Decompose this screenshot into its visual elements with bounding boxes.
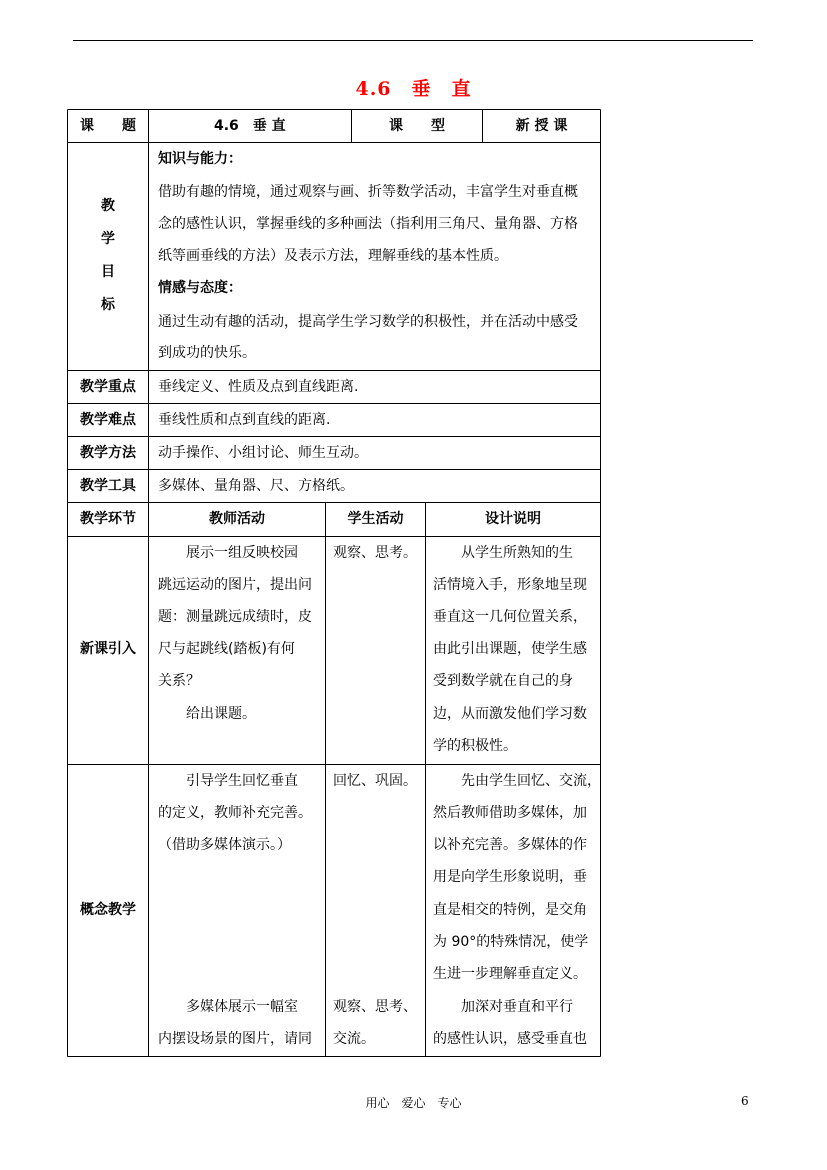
row-text-difficulty: 垂线性质和点到直线的距离. — [158, 412, 331, 428]
teacher-line: （借助多媒体演示。） — [158, 837, 291, 853]
column-header-student: 学生活动 — [347, 511, 404, 527]
column-header-teacher: 教师活动 — [209, 511, 265, 527]
page-number: 6 — [741, 1094, 749, 1108]
design-line: 垂直这一几何位置关系， — [433, 609, 587, 625]
label-topic: 课 题 — [80, 118, 136, 134]
teacher-line: 跳远运动的图片，提出问 — [158, 577, 312, 593]
design-line: 直是相交的特例，是交角 — [433, 902, 587, 918]
teacher-line: 内摆设场景的图片，请同 — [158, 1031, 312, 1047]
student-line: 回忆、巩固。 — [333, 773, 417, 789]
knowledge-line: 念的感性认识，掌握垂线的多种画法（指利用三角尺、量角器、方格 — [158, 216, 578, 232]
section-stage-concept: 概念教学 — [80, 902, 136, 918]
goals-label-1: 教 — [101, 198, 115, 214]
design-line: 学的积极性。 — [433, 738, 517, 754]
design-line: 边，从而激发他们学习数 — [433, 706, 587, 722]
topic-value: 4.6 垂 直 — [214, 118, 286, 134]
emotion-line: 通过生动有趣的活动，提高学生学习数学的积极性，并在活动中感受 — [158, 314, 578, 330]
knowledge-line: 借助有趣的情境，通过观察与画、折等数学活动，丰富学生对垂直概 — [158, 184, 578, 200]
design-line: 然后教师借助多媒体，加 — [433, 805, 587, 821]
row-text-tools: 多媒体、量角器、尺、方格纸。 — [158, 478, 354, 494]
row-label-difficulty: 教学难点 — [80, 412, 136, 428]
type-value: 新 授 课 — [515, 118, 568, 134]
teacher-line: 题：测量跳远成绩时，皮 — [158, 609, 312, 625]
student-line: 观察、思考、 — [333, 999, 417, 1015]
teacher-line: 展示一组反映校园 — [158, 545, 298, 561]
knowledge-heading: 知识与能力： — [158, 151, 242, 167]
design-line: 先由学生回忆、交流， — [433, 773, 601, 789]
knowledge-line: 纸等画垂线的方法）及表示方法，理解垂线的基本性质。 — [158, 248, 508, 264]
label-type: 课 型 — [389, 118, 445, 134]
teacher-line: 的定义，教师补充完善。 — [158, 805, 312, 821]
student-line: 观察、思考。 — [333, 545, 417, 561]
row-text-method: 动手操作、小组讨论、师生互动。 — [158, 445, 368, 461]
section-stage-intro: 新课引入 — [80, 641, 136, 657]
teacher-line: 引导学生回忆垂直 — [158, 773, 298, 789]
teacher-line: 给出课题。 — [158, 706, 256, 722]
page-title: 4.6 垂 直 — [355, 78, 472, 100]
design-line: 为 90°的特殊情况，使学 — [433, 934, 589, 950]
design-line: 从学生所熟知的生 — [433, 545, 573, 561]
goals-label-3: 目 — [101, 264, 115, 280]
emotion-line: 到成功的快乐。 — [158, 345, 256, 361]
column-header-design: 设计说明 — [485, 511, 541, 527]
design-line: 加深对垂直和平行 — [433, 999, 573, 1015]
design-line: 受到数学就在自己的身 — [433, 673, 573, 689]
teacher-line: 尺与起跳线(踏板)有何 — [158, 641, 295, 657]
design-line: 由此引出课题，使学生感 — [433, 641, 587, 657]
design-line: 的感性认识，感受垂直也 — [433, 1031, 587, 1047]
row-label-keypoint: 教学重点 — [80, 379, 136, 395]
row-label-method: 教学方法 — [80, 445, 136, 461]
design-line: 活情境入手，形象地呈现 — [433, 577, 587, 593]
goals-label-4: 标 — [101, 297, 115, 313]
teacher-line: 多媒体展示一幅室 — [158, 999, 298, 1015]
design-line: 生进一步理解垂直定义。 — [433, 966, 587, 982]
column-header-stage: 教学环节 — [80, 511, 136, 527]
teacher-line: 关系？ — [158, 673, 200, 689]
design-line: 以补充完善。多媒体的作 — [433, 837, 587, 853]
emotion-heading: 情感与态度： — [158, 280, 242, 296]
design-line: 用是向学生形象说明，垂 — [433, 869, 587, 885]
page-footer: 用心 爱心 专心 — [365, 1096, 462, 1110]
row-label-tools: 教学工具 — [80, 478, 136, 494]
goals-label-2: 学 — [101, 231, 115, 247]
student-line: 交流。 — [333, 1031, 375, 1047]
row-text-keypoint: 垂线定义、性质及点到直线距离. — [158, 379, 359, 395]
